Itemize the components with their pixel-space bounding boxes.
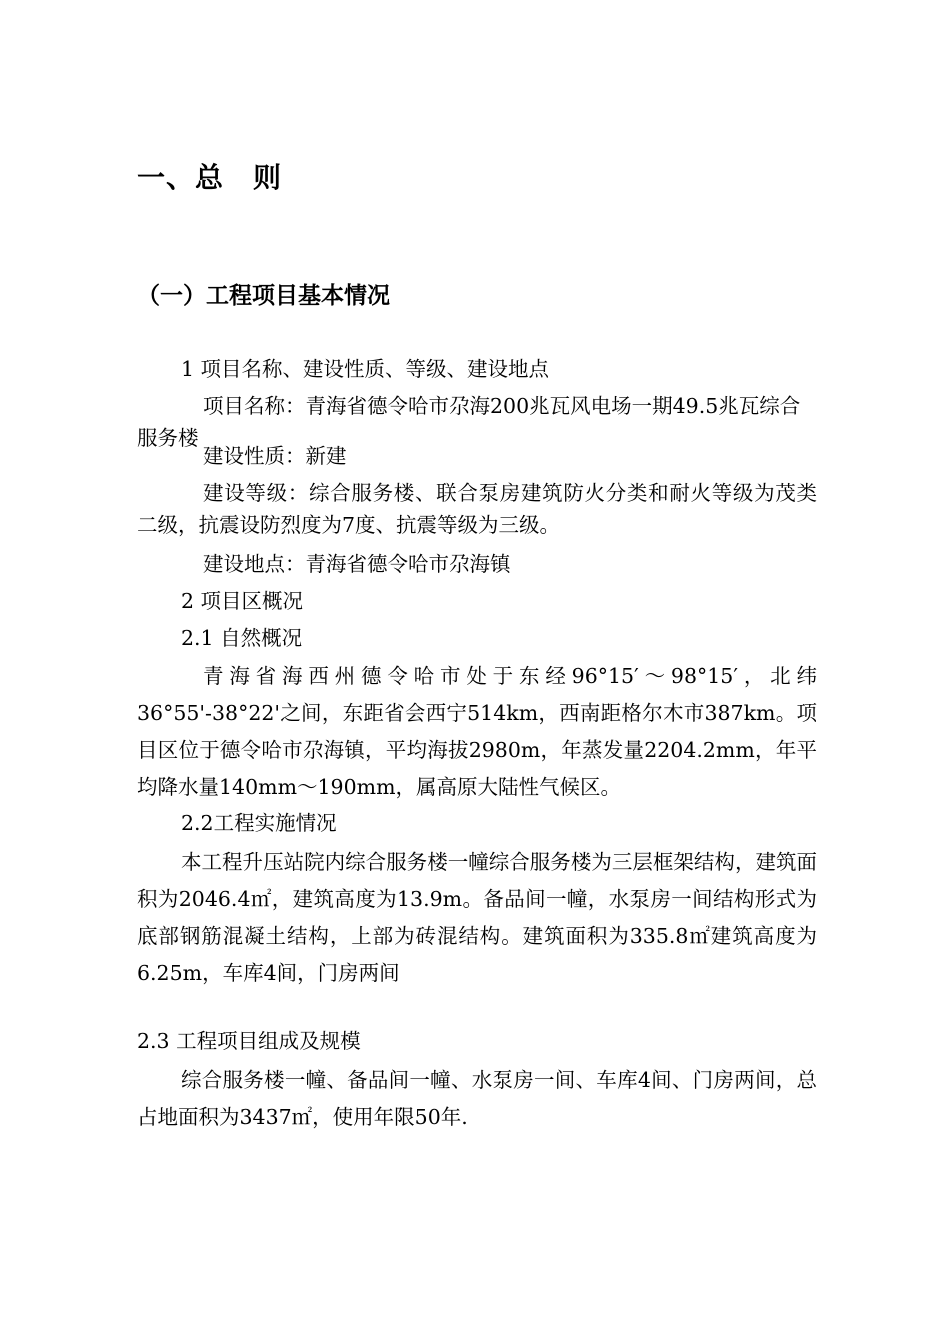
chapter-heading: 一、总 则 [137, 161, 283, 194]
construction-nature-paragraph: 建设性质：新建 [203, 444, 347, 468]
section-heading: （一）工程项目基本情况 [137, 283, 390, 309]
natural-overview-paragraph: 青海省海西州德令哈市处于东经96°15′～98°15′，北纬36°55'-38°22'之间，东距省会西宁514km，西南距格尔木市387km。项目区位于德令哈市尕海镇，平均海拔2980m，年蒸发量2204.2mm，年平均降水量140mm～190mm，属高原大陆性气候区。 [137, 664, 817, 799]
project-name-paragraph: 项目名称：青海省德令哈市尕海200兆瓦风电场一期49.5兆瓦综合服务楼 [137, 394, 801, 450]
implementation-paragraph: 本工程升压站院内综合服务楼一幢综合服务楼为三层框架结构，建筑面积为2046.4㎡，建筑高度为13.9m。备品间一幢，水泵房一间结构形式为底部钢筋混凝土结构，上部为砖混结构。建筑面积为335.8㎡建筑高度为6.25m，车库4间，门房两间 [137, 850, 817, 985]
subsection-2-3-title: 2.3 工程项目组成及规模 [137, 1029, 361, 1053]
subsection-2-1-title: 2.1 自然概况 [181, 626, 303, 650]
subsection-1-title: 1 项目名称、建设性质、等级、建设地点 [181, 357, 550, 381]
subsection-2-title: 2 项目区概况 [181, 589, 304, 613]
construction-grade-paragraph: 建设等级：综合服务楼、联合泵房建筑防火分类和耐火等级为茂类二级，抗震设防烈度为7度、抗震等级为三级。 [137, 481, 817, 537]
subsection-2-2-title: 2.2工程实施情况 [181, 811, 337, 835]
composition-scale-paragraph: 综合服务楼一幢、备品间一幢、水泵房一间、车库4间、门房两间，总占地面积为3437㎡，使用年限50年. [137, 1068, 817, 1129]
construction-location-paragraph: 建设地点：青海省德令哈市尕海镇 [203, 552, 511, 576]
